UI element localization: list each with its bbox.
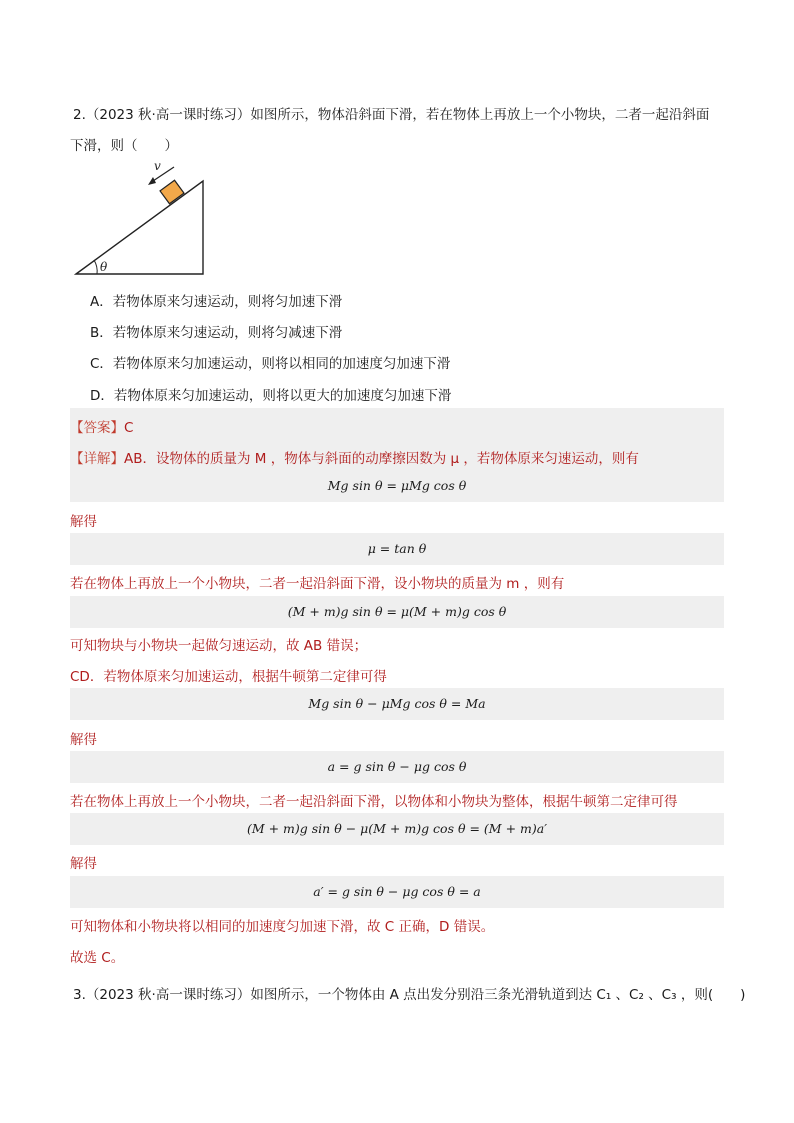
formula-2: μ = tan θ (367, 541, 427, 556)
text-9: 可知物体和小物块将以相同的加速度匀加速下滑，故 C 正确，D 错误。 (70, 919, 495, 935)
option-d[interactable]: D．若物体原来匀加速运动，则将以更大的加速度匀加速下滑 (90, 388, 452, 404)
formula-6: a = g sin θ − μg cos θ (327, 759, 467, 774)
text-4: 可知物块与小物块一起做匀速运动，故 AB 错误； (70, 638, 368, 654)
velocity-label: v (154, 159, 161, 173)
text-3: 若在物体上再放上一个小物块，二者一起沿斜面下滑，设小物块的质量为 m ，则有 (70, 576, 565, 592)
option-a[interactable]: A．若物体原来匀速运动，则将匀加速下滑 (90, 294, 343, 310)
answer-tag: 【答案】 (70, 420, 124, 436)
question-3-stem: 3.（2023 秋·高一课时练习）如图所示，一个物体由 A 点出发分别沿三条光滑轨道到达 C₁ 、C₂ 、C₃ ，则( ) (73, 987, 746, 1003)
solve-text-3: 解得 (70, 856, 97, 872)
solve-text-1: 解得 (70, 514, 97, 530)
detail-intro: AB．设物体的质量为 M ，物体与斜面的动摩擦因数为 μ ，若物体原来匀速运动，则有 (124, 451, 639, 467)
detail-line (70, 447, 639, 467)
solve-text-2: 解得 (70, 732, 97, 748)
incline-figure (70, 155, 215, 280)
option-b[interactable]: B．若物体原来匀速运动，则将匀减速下滑 (90, 325, 343, 341)
text-10: 故选 C。 (70, 950, 125, 966)
text-5: CD．若物体原来匀加速运动，根据牛顿第二定律可得 (70, 669, 387, 685)
formula-8: a′ = g sin θ − μg cos θ = a (313, 884, 481, 899)
text-7: 若在物体上再放上一个小物块，二者一起沿斜面下滑，以物体和小物块为整体，根据牛顿第二定律可得 (70, 794, 678, 810)
option-c[interactable]: C．若物体原来匀加速运动，则将以相同的加速度匀加速下滑 (90, 356, 451, 372)
question-2-stem-line1: 2.（2023 秋·高一课时练习）如图所示，物体沿斜面下滑，若在物体上再放上一个小物块，二者一起沿斜面 (73, 107, 710, 123)
sliding-block (160, 180, 184, 204)
formula-5: Mg sin θ − μMg cos θ = Ma (308, 696, 486, 711)
angle-label: θ (100, 260, 108, 274)
angle-arc (94, 260, 97, 274)
formula-3: (M + m)g sin θ = μ(M + m)g cos θ (287, 604, 507, 619)
incline-triangle (76, 181, 203, 274)
answer-value: C (124, 420, 134, 436)
question-2-stem-line2: 下滑，则（ ） (70, 138, 178, 154)
velocity-arrowhead (148, 177, 156, 185)
formula-1: Mg sin θ = μMg cos θ (327, 478, 467, 493)
answer-band (70, 408, 724, 440)
detail-tag: 【详解】 (70, 451, 124, 467)
formula-7: (M + m)g sin θ − μ(M + m)g cos θ = (M + m)a′ (246, 821, 548, 836)
answer-line (70, 416, 133, 436)
